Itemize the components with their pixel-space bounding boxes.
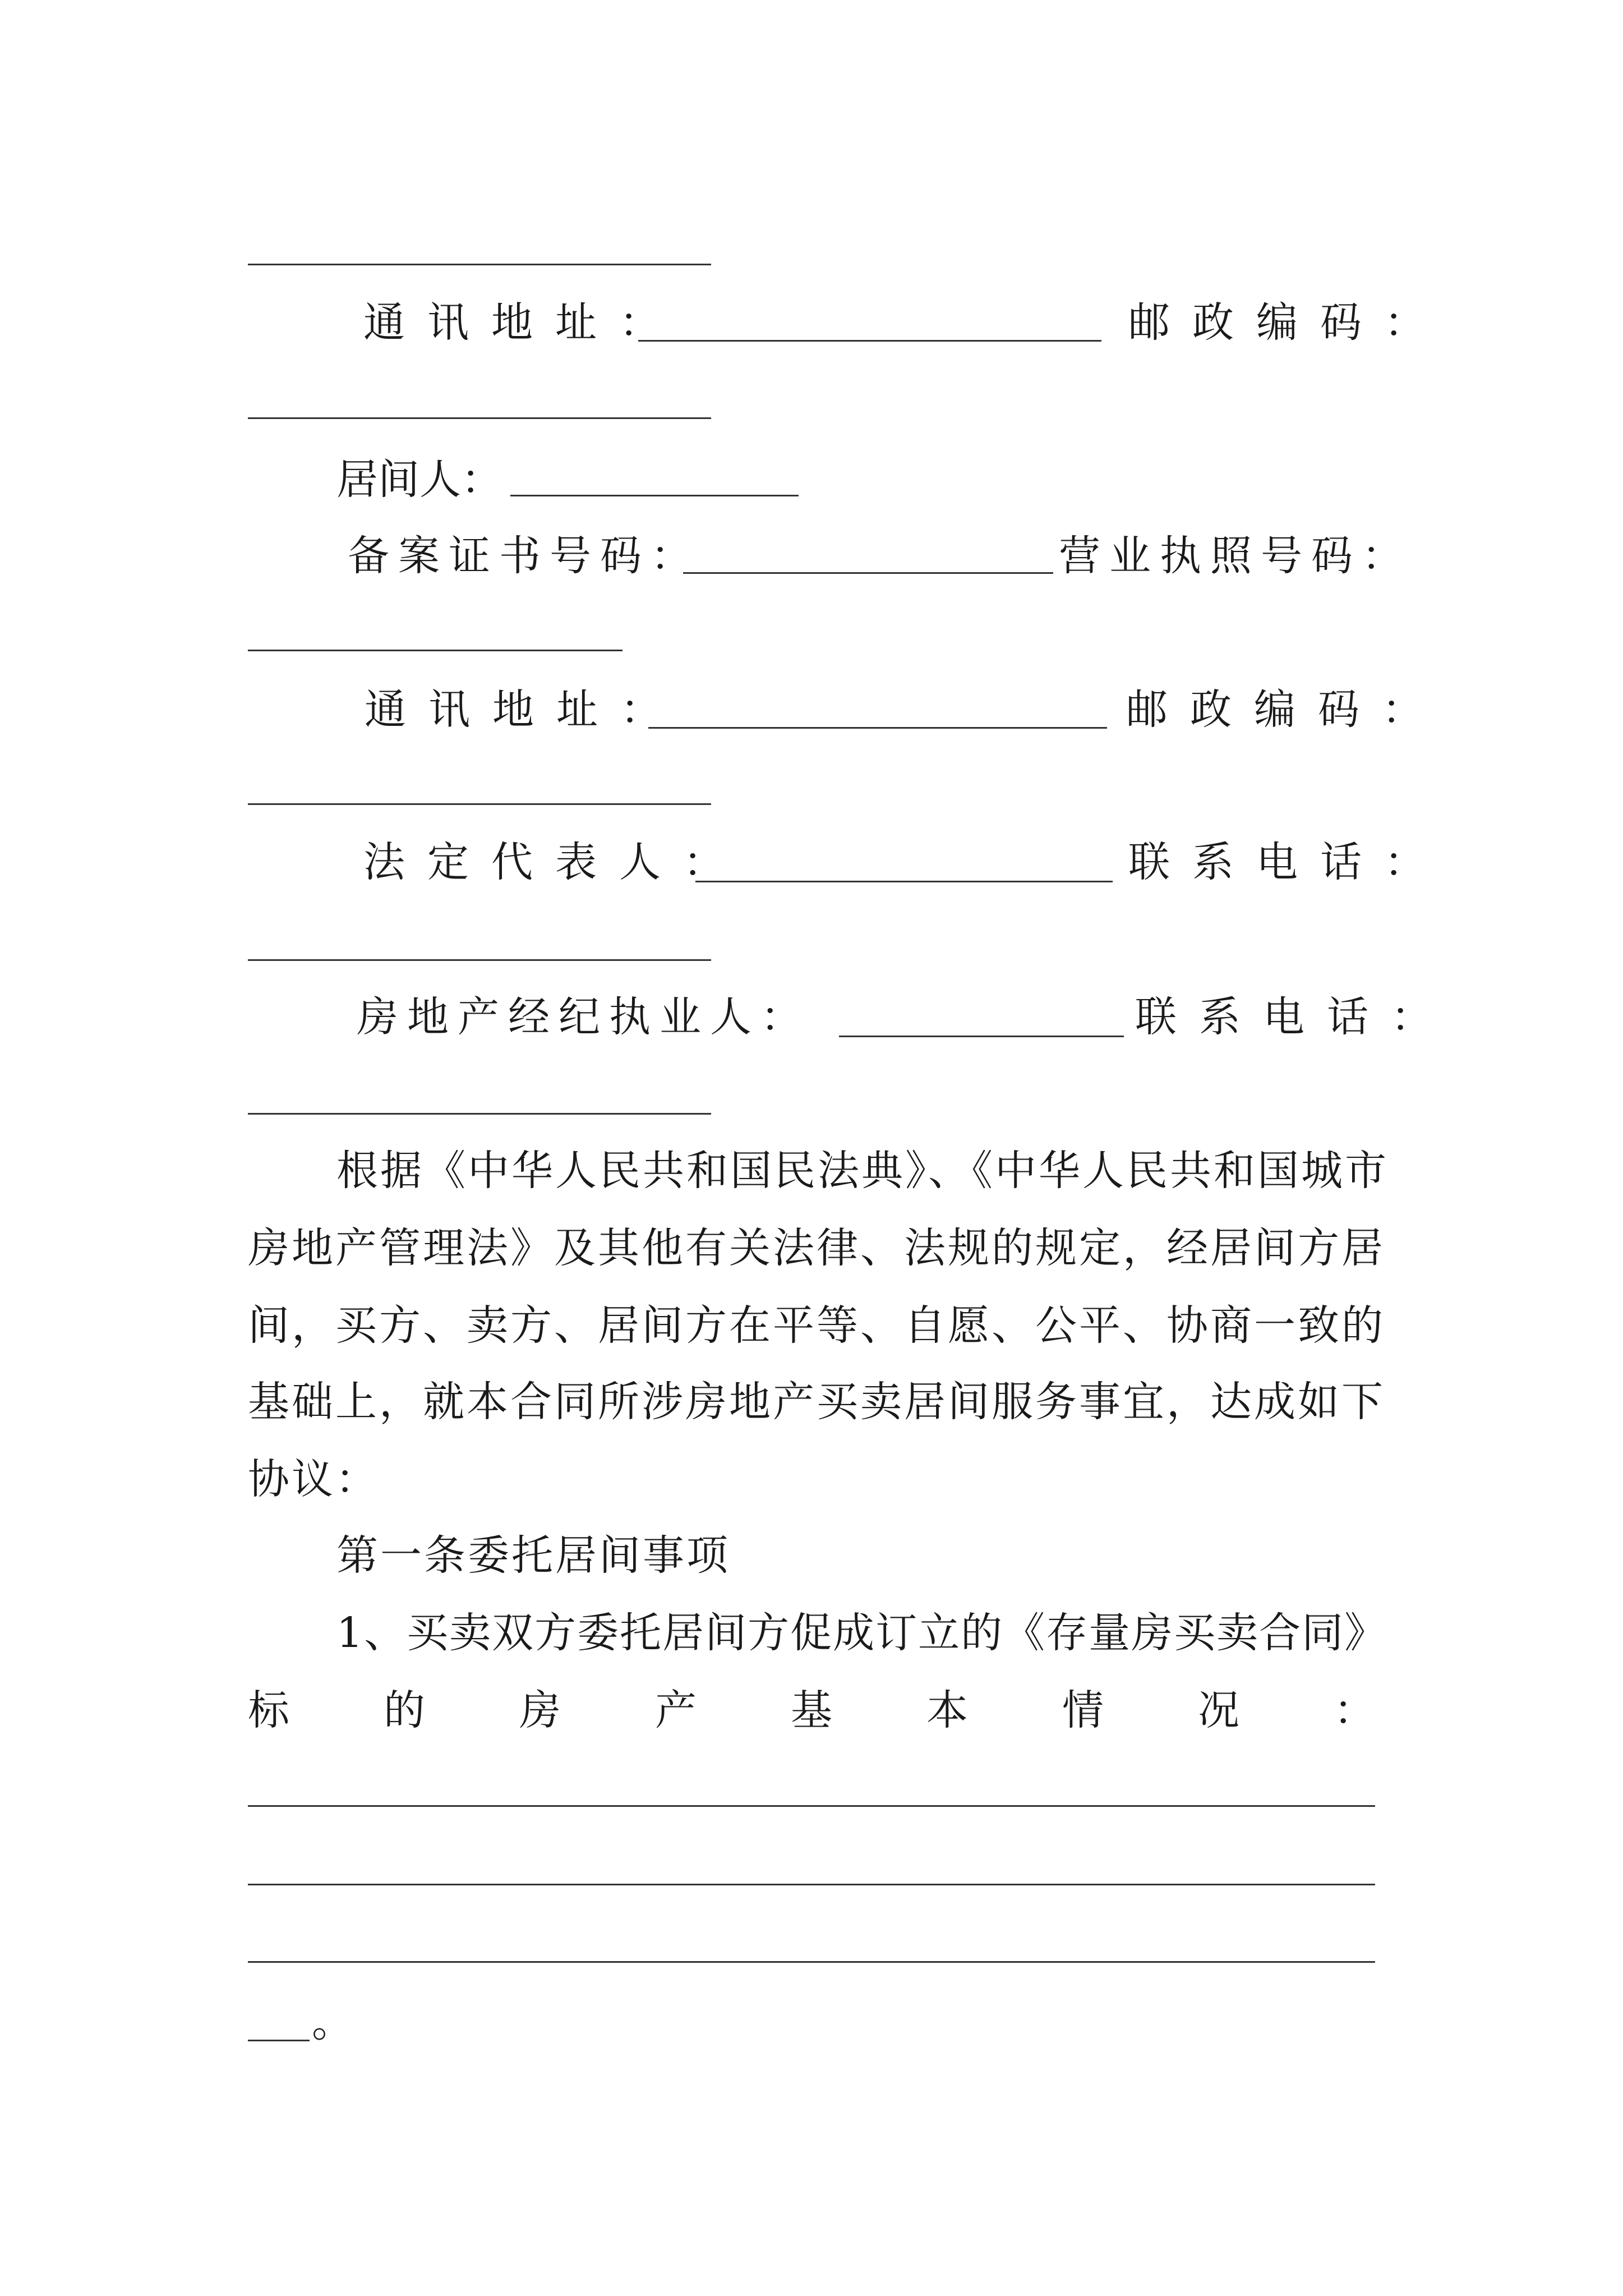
preamble-line-1: 根据《中华人民共和国民法典》、《中华人民共和国城市 [336, 1147, 1389, 1195]
char: 基 [791, 1686, 832, 1734]
intermediary-address-label: 通讯地址： [365, 685, 684, 734]
char: 房 [519, 1686, 561, 1734]
article-1-title: 第一条委托居间事项 [336, 1531, 730, 1580]
intermediary-name-label: 居间人： [336, 455, 502, 504]
intermediary-address-blank[interactable] [648, 727, 1107, 729]
article-1-item-1: 1、买卖双方委托居间方促成订立的《存量房买卖合同》 [336, 1609, 1387, 1657]
license-number-label: 营业执照号码： [1059, 532, 1412, 580]
preamble-line-3: 间，买方、卖方、居间方在平等、自愿、公平、协商一致的 [248, 1301, 1385, 1350]
blank-line [248, 264, 711, 265]
legal-rep-blank[interactable] [695, 881, 1113, 882]
char: 情 [1062, 1686, 1104, 1734]
end-mark: 。 [312, 1998, 353, 2046]
property-info-blank-1[interactable] [248, 1805, 1375, 1807]
phone-blank[interactable] [248, 959, 711, 961]
char: 的 [384, 1686, 425, 1734]
intermediary-postcode-label: 邮政编码： [1126, 685, 1446, 734]
property-info-blank-end[interactable] [248, 2040, 310, 2041]
intermediary-name-blank[interactable] [510, 495, 799, 496]
cert-number-blank[interactable] [683, 572, 1053, 574]
address-blank[interactable] [638, 340, 1101, 342]
agent-phone-label: 联系电话： [1135, 993, 1455, 1041]
legal-rep-label: 法定代表人： [363, 838, 747, 886]
char: ： [1334, 1686, 1375, 1734]
char: 产 [655, 1686, 697, 1734]
agent-phone-blank[interactable] [248, 1113, 711, 1115]
cert-number-label: 备案证书号码： [348, 532, 701, 580]
char: 本 [926, 1686, 968, 1734]
agent-label: 房地产经纪执业人： [357, 993, 811, 1041]
preamble-line-4: 基础上，就本合同所涉房地产买卖居间服务事宜，达成如下 [248, 1378, 1385, 1426]
preamble-line-2: 房地产管理法》及其他有关法律、法规的规定，经居间方居 [248, 1224, 1385, 1272]
intermediary-postcode-blank[interactable] [248, 803, 711, 805]
article-1-item-1-justified [248, 1686, 1375, 1734]
preamble-line-5: 协议： [248, 1455, 379, 1503]
property-info-blank-2[interactable] [248, 1884, 1375, 1885]
char: 况 [1198, 1686, 1239, 1734]
phone-label: 联系电话： [1128, 838, 1448, 886]
license-number-blank[interactable] [248, 650, 623, 651]
address-label: 通讯地址： [363, 298, 683, 347]
postcode-blank[interactable] [248, 417, 711, 419]
postcode-label: 邮政编码： [1128, 298, 1448, 347]
property-info-blank-3[interactable] [248, 1961, 1375, 1963]
agent-blank[interactable] [839, 1036, 1124, 1037]
char: 标 [248, 1686, 289, 1734]
